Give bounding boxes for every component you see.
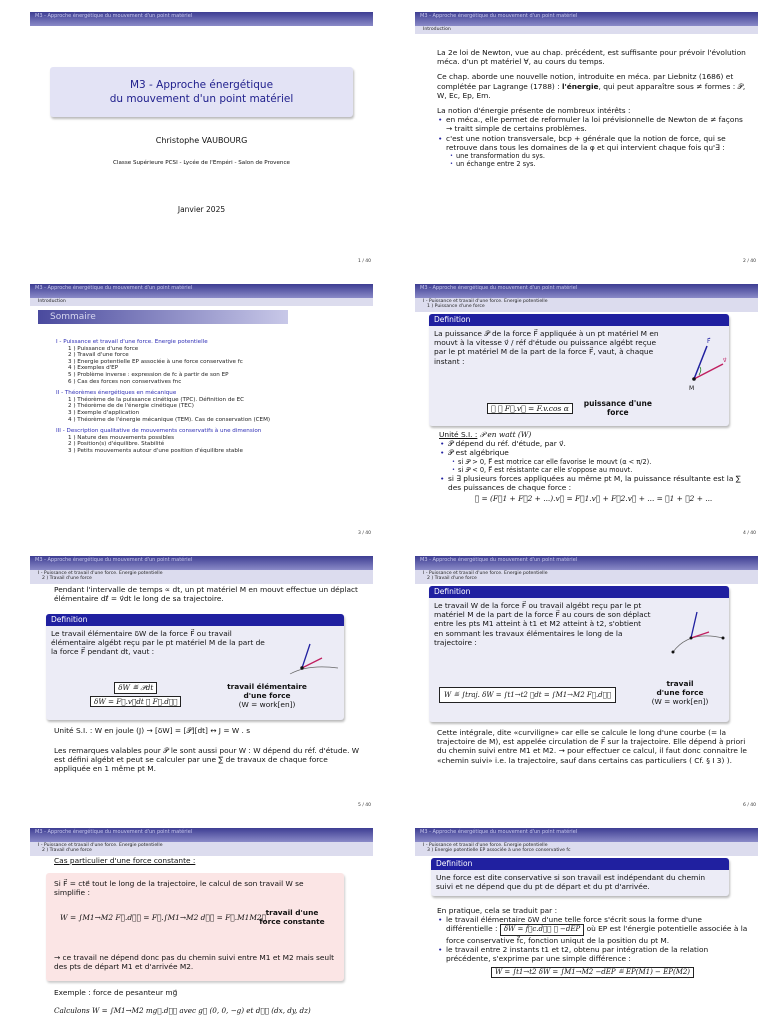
paragraph-3: La notion d'énergie présente de nombreux intérêts :	[437, 106, 631, 116]
toc-item[interactable]: 2 ) Travail d'une force	[68, 352, 129, 359]
bullet-list	[437, 115, 748, 152]
formula-label-2: d'une force	[243, 691, 291, 700]
unit-label: Unité S.I. :	[439, 430, 478, 439]
date: Janvier 2025	[177, 205, 226, 214]
label-v: v⃗	[723, 357, 727, 364]
slide-header	[30, 556, 373, 570]
definition-box	[429, 314, 729, 426]
formula-1: δW ≝ 𝒫dt	[114, 682, 157, 694]
work-formula: W ≝ ∫traj. δW = ∫t1→t2 𝒫dt = ∫M1→M2 F⃗.dℓ⃗	[439, 687, 616, 703]
header-title: M3 - Approche énergétique du mouvement d'un point matériel	[420, 557, 578, 563]
header-title: M3 - Approche énergétique du mouvement d'un point matériel	[420, 285, 578, 291]
paragraph-2-bold: l'énergie	[561, 81, 599, 91]
point-m	[300, 666, 303, 669]
formula-label-1: travail	[666, 679, 694, 688]
toc-item[interactable]: 6 ) Cas des forces non conservatives fnc	[68, 378, 182, 385]
paragraph-2	[437, 72, 748, 100]
section-breadcrumb	[415, 570, 758, 584]
unit-line	[439, 430, 748, 439]
section-breadcrumb	[30, 298, 373, 306]
bullet-3: • si ∃ plusieurs forces appliquées au même pt M, la puissance résultante est la ∑ des puissances de chaque force :	[439, 474, 748, 492]
slide-header	[30, 284, 373, 298]
toc-item[interactable]: 4 ) Exemples d'EP	[68, 365, 119, 372]
slide-header	[415, 284, 758, 298]
trajectory-curve	[290, 667, 338, 674]
sub-bullet-2: • si 𝒫 < 0, F⃗ est résistante car elle s'oppose au mouvt.	[452, 466, 748, 474]
formula-row	[487, 399, 653, 417]
box-text-1: Si F⃗ = cte⃗ tout le long de la trajectoire, le calcul de son travail W se simplifie :	[54, 879, 304, 898]
section-title: Introduction	[38, 299, 66, 304]
toc-item[interactable]: 3 ) Petits mouvements autour d'une position d'équilibre stable	[68, 447, 243, 454]
toc-item[interactable]: 1 ) Théorème de la puissance cinétique (TPC). Définition de EC	[68, 396, 245, 403]
slide-header	[30, 828, 373, 842]
calculation-line: Calculons W = ∫M1→M2 mg⃗.dℓ⃗ avec g⃗ (0, 0, −g) et dℓ⃗ (dx, dy, dz)	[54, 1006, 311, 1015]
title-line-2: du mouvement d'un point matériel	[109, 93, 294, 105]
toc-part-title[interactable]: III - Description qualitative de mouvements conservatifs à une dimension	[56, 428, 262, 435]
formula-label-3: (W = work[en])	[651, 697, 709, 706]
subsection-title: 1 ) Puissance d'une force	[427, 304, 485, 310]
toc-item[interactable]: 2 ) Position(s) d'équilibre. Stabilité	[68, 441, 165, 448]
remark-text: Les remarques valables pour 𝒫 le sont aussi pour W : W dépend du réf. d'étude. W est défini algébt et peut se calculer par une ∑ de travaux de chaque force appliquée en 1 même pt M.	[54, 746, 360, 774]
definition-label: Definition	[46, 614, 344, 626]
example-title: Exemple : force de pesanteur mg⃗	[54, 988, 178, 997]
formula-label	[635, 679, 725, 706]
page-number: 2 / 40	[743, 259, 756, 264]
slide-body	[437, 906, 748, 978]
force-arrow	[691, 612, 697, 638]
section-breadcrumb	[30, 842, 373, 856]
differential-formula: δW = f⃗c.dℓ⃗ ≝ −dEP	[500, 924, 584, 935]
toc-item[interactable]: 5 ) Problème inverse : expression de fc à partir de son EP	[68, 371, 229, 378]
sub-bullet-list	[437, 152, 748, 168]
title-line-1: M3 - Approche énergétique	[129, 79, 274, 91]
page-number: 3 / 40	[358, 531, 371, 536]
toc-item[interactable]: 1 ) Puissance d'une force	[68, 345, 139, 352]
toc-part-title[interactable]: II - Théorèmes énergétiques en mécanique	[56, 390, 177, 397]
slide-2	[415, 12, 758, 267]
highlight-box	[46, 873, 344, 981]
case-title: Cas particulier d'une force constante :	[54, 856, 196, 865]
unit-line: Unité S.I. : W en joule (J) → [δW] = [𝒫][dt] ↔ J = W . s	[54, 726, 251, 735]
label-f: F⃗	[707, 338, 711, 345]
trajectory-diagram	[288, 630, 342, 678]
page-number: 6 / 40	[743, 803, 756, 808]
slide-header	[415, 828, 758, 842]
author: Christophe VAUBOURG	[155, 136, 248, 145]
slide-body	[439, 430, 748, 503]
slide-5	[30, 556, 373, 811]
toc-item[interactable]: 3 ) Exemple d'application	[68, 409, 140, 416]
integral-formula-row	[437, 967, 748, 978]
definition-label: Definition	[429, 314, 729, 326]
sommaire-heading: Sommaire	[38, 310, 288, 324]
formula-label-2: force constante	[259, 917, 325, 926]
angle-alpha	[699, 367, 701, 375]
definition-box	[431, 858, 729, 896]
formula-label: puissance d'une force	[583, 399, 652, 417]
page-number: 4 / 40	[743, 531, 756, 536]
header-title: M3 - Approche énergétique du mouvement d'un point matériel	[35, 829, 193, 835]
paragraph-2-end: , qui peut apparaître sous ≠ formes : 𝒫, W, Ec, Ep, Em.	[437, 81, 746, 100]
sum-formula: 𝒫 = (F⃗1 + F⃗2 + ...).v⃗ = F⃗1.v⃗ + F⃗2.v⃗ + ... = 𝒫1 + 𝒫2 + ...	[474, 494, 713, 504]
section-title: I - Puissance et travail d'une force. Energie potentielle	[423, 571, 548, 576]
header-title: M3 - Approche énergétique du mouvement d'un point matériel	[420, 829, 578, 835]
practice-intro: En pratique, cela se traduit par :	[437, 906, 558, 915]
section-breadcrumb	[415, 298, 758, 312]
definition-box	[429, 586, 729, 722]
header-title: M3 - Approche énergétique du mouvement d'un point matériel	[35, 557, 193, 563]
slide-header	[30, 12, 373, 26]
section-title: I - Puissance et travail d'une force. Energie potentielle	[38, 571, 163, 576]
slide-body	[437, 48, 748, 168]
subsection-title: 3 ) Energie potentielle EP associée à une force conservative fc	[427, 848, 571, 854]
formula-label	[252, 908, 332, 926]
paragraph-2-text: Ce chap. aborde une nouvelle notion, introduite en méca. par Liebnitz (1686) et complétée par Lagrange (1788) :	[437, 72, 734, 91]
formula-2: δW = F⃗.v⃗dt ≝ F⃗.dℓ⃗	[90, 696, 181, 707]
toc-item[interactable]: 2 ) Théorème de de l'énergie cinétique (TEC)	[68, 403, 194, 410]
integral-formula: W = ∫t1→t2 δW = ∫M1→M2 −dEP ≝ EP(M1) − EP(M2)	[491, 967, 694, 978]
section-breadcrumb	[415, 26, 758, 34]
bullet-1: • 𝒫 dépend du réf. d'étude, par v⃗.	[439, 439, 748, 448]
point-m1	[672, 651, 675, 654]
sub-bullet-1: • une transformation du sys.	[450, 152, 748, 160]
page-number: 5 / 40	[358, 803, 371, 808]
bullet-1	[437, 915, 748, 945]
section-title: I - Puissance et travail d'une force. Energie potentielle	[38, 843, 163, 848]
slide-header	[415, 12, 758, 26]
toc-part-title[interactable]: I - Puissance et travail d'une force. Energie potentielle	[56, 339, 208, 345]
formula-row	[439, 682, 616, 703]
header-title: M3 - Approche énergétique du mouvement d'un point matériel	[35, 13, 193, 19]
subsection-title: 2 ) Travail d'une force	[42, 576, 92, 582]
formula-label	[222, 682, 312, 709]
toc-item[interactable]: 1 ) Nature des mouvements possibles	[68, 434, 175, 441]
formula-label-2: d'une force	[656, 688, 704, 697]
bullet-2: • le travail entre 2 instants t1 et t2, obtenu par intégration de la relation précédente, s'exprime par une simple différence :	[437, 945, 748, 963]
bullet-1: • en méca., elle permet de reformuler la loi prévisionnelle de Newton de ≠ façons → traitt simple de certains problèmes.	[437, 115, 748, 133]
section-breadcrumb	[30, 570, 373, 584]
bullet-list	[439, 439, 748, 457]
trajectory-diagram	[669, 602, 727, 658]
slide-8	[415, 828, 758, 1024]
definition-label: Definition	[431, 858, 729, 870]
slide-header	[415, 556, 758, 570]
header-title: M3 - Approche énergétique du mouvement d'un point matériel	[35, 285, 193, 291]
formula-label-1: travail élémentaire	[227, 682, 307, 691]
sub-bullet-2: • un échange entre 2 sys.	[450, 160, 748, 168]
unit-text: 𝒫 en watt (W)	[479, 430, 532, 439]
bullet-list	[437, 915, 748, 963]
force-velocity-diagram	[679, 334, 729, 394]
header-title: M3 - Approche énergétique du mouvement d'un point matériel	[420, 13, 578, 19]
section-title: Introduction	[423, 27, 451, 32]
definition-label: Definition	[429, 586, 729, 598]
bullet-2: • c'est une notion transversale, bcp + générale que la notion de force, qui se retrouve dans tous les domaines de la φ et qui intervient chaque fois qu'∃ :	[437, 134, 748, 152]
formula-stack	[90, 682, 181, 707]
definition-box	[46, 614, 344, 720]
page-number: 1 / 40	[358, 259, 371, 264]
definition-text: Le travail W de la force F⃗ ou travail algébt reçu par le pt matériel M de la part de la force F⃗ au cours de son déplact entre les pts M1 atteint à t1 et M2 atteint à t2, s'obtient en sommant les travaux élémentaires le long de la trajectoire :	[434, 601, 651, 647]
intro-text: Pendant l'intervalle de temps ∝ dt, un pt matériel M en mouvt effectue un déplact élémentaire dℓ⃗ = v⃗dt le long de sa trajectoire.	[54, 585, 358, 604]
title-box	[50, 67, 353, 117]
label-m: M	[689, 385, 695, 392]
trajectory-curve	[673, 636, 723, 652]
slide-3	[30, 284, 373, 539]
definition-text: Une force est dite conservative si son travail est indépendant du chemin suivi et ne dépend que du pt de départ et du pt d'arrivée.	[436, 873, 706, 892]
point-m	[692, 377, 696, 381]
toc-item[interactable]: 4 ) Théorème de l'énergie mécanique (TEM). Cas de conservation (CEM)	[68, 416, 271, 423]
point-m2	[722, 637, 725, 640]
bullet-1-text: le travail élémentaire δW d'une telle force s'écrit sous la forme d'une différentielle :	[446, 915, 702, 934]
section-title: I - Puissance et travail d'une force. Energie potentielle	[423, 843, 548, 848]
paragraph-1: La 2e loi de Newton, vue au chap. précédent, est suffisante pour prévoir l'évolution méca. d'un pt matériel ∀, au cours du temps.	[437, 48, 746, 67]
slide-6	[415, 556, 758, 811]
definition-text: Le travail élémentaire δW de la force F⃗ ou travail élémentaire algébt reçu par le pt matériel M de la part de la force F⃗ pendant dt, vaut :	[51, 629, 265, 657]
sub-bullet-1: • si 𝒫 > 0, F⃗ est motrice car elle favorise le mouvt (α < π/2).	[452, 458, 748, 466]
section-title: I - Puissance et travail d'une force. Energie potentielle	[423, 299, 548, 304]
bullet-list-2	[439, 474, 748, 492]
slide-1	[30, 12, 373, 267]
subsection-title: 2 ) Travail d'une force	[42, 848, 92, 854]
sub-bullet-list	[439, 458, 748, 474]
subsection-title: 2 ) Travail d'une force	[427, 576, 477, 582]
bullet-2: • 𝒫 est algébrique	[439, 448, 748, 457]
explanation-text: Cette intégrale, dite «curviligne» car elle se calcule le long d'une courbe (= la trajectoire de M), est appelée circulation de F⃗ sur la trajectoire. Elle dépend à priori du chemin suivi entre M1 et M2. → pour effectuer ce calcul, il faut donc connaitre le «chemin suivi» i.e. la trajectoire, sauf dans certains cas particuliers ( Cf. § I 3) ).	[437, 728, 747, 765]
displacement-arrow	[691, 632, 709, 638]
slide-7	[30, 828, 373, 1024]
table-of-contents	[56, 339, 270, 455]
section-breadcrumb	[415, 842, 758, 856]
formula-label-3: (W = work[en])	[238, 700, 296, 709]
power-formula: 𝒫 ≝ F⃗.v⃗ = F.v.cos α	[487, 403, 573, 414]
toc-item[interactable]: 3 ) Energie potentielle EP associée à une force conservative fc	[68, 358, 243, 365]
constant-force-formula: W = ∫M1→M2 F⃗.dℓ⃗ = F⃗.∫M1→M2 dℓ⃗ = F⃗.M1M2⃗	[60, 913, 267, 922]
slide-4	[415, 284, 758, 539]
institution: Classe Supérieure PCSI - Lycée de l'Empéri - Salon de Provence	[113, 160, 290, 166]
formula-label-1: travail d'une	[265, 908, 319, 917]
bullet-1-end: où EP est l'énergie potentielle associée à la force conservative f⃗c, fonction uniqut de la position du pt M.	[446, 924, 748, 945]
definition-text: La puissance 𝒫 de la force F⃗ appliquée à un pt matériel M en mouvt à la vitesse v⃗ / réf d'étude ou puissance algébt reçue par le pt matériel M de la part de la force F⃗, vaut, à chaque instant :	[434, 329, 659, 366]
point-m	[690, 637, 693, 640]
box-text-2: → ce travail ne dépend donc pas du chemin suivi entre M1 et M2 mais seult des pts de départ M1 et d'arrivée M2.	[54, 953, 335, 972]
